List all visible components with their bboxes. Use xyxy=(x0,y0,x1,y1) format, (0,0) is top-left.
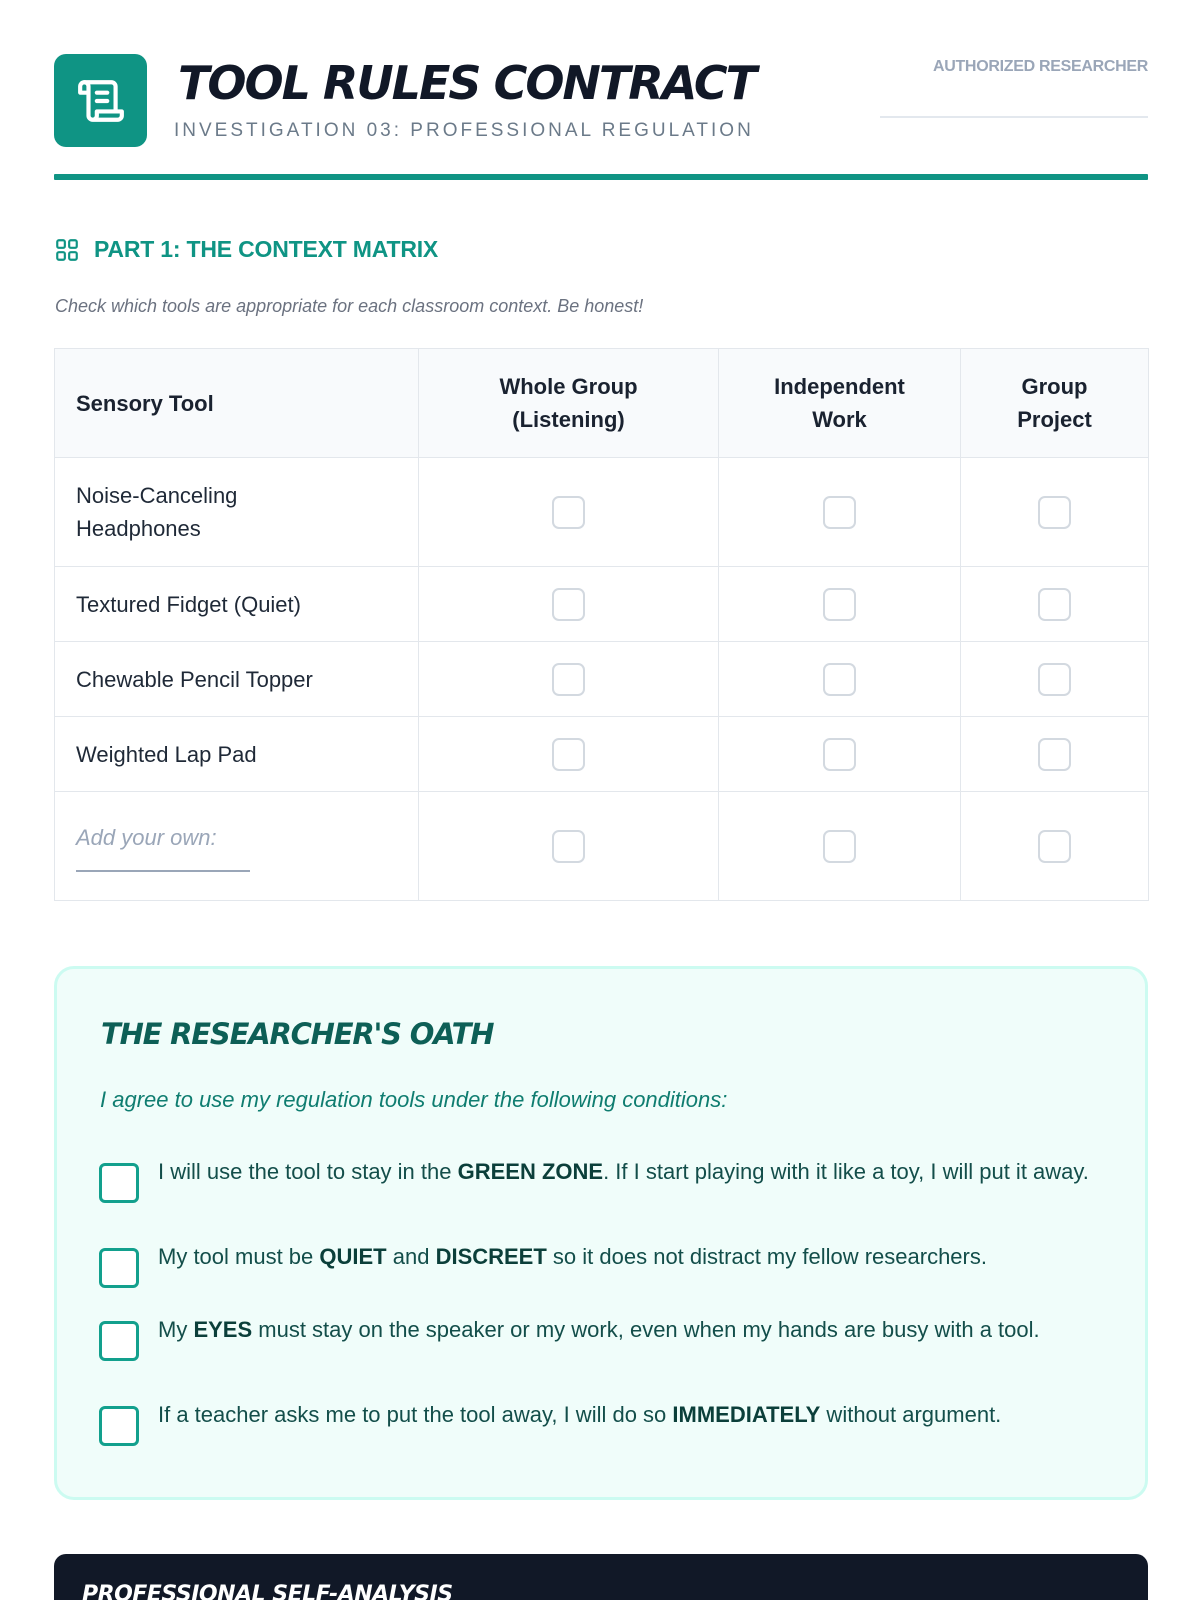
checkbox-whole-group[interactable] xyxy=(552,830,585,863)
oath-checkbox[interactable] xyxy=(99,1321,139,1361)
oath-emphasis: QUIET xyxy=(319,1244,387,1269)
checkbox-whole-group[interactable] xyxy=(552,588,585,621)
page-title: TOOL RULES CONTRACT xyxy=(178,56,756,110)
checkbox-independent-work[interactable] xyxy=(823,496,856,529)
oath-item xyxy=(99,1157,1109,1203)
column-header xyxy=(961,349,1149,458)
oath-text-part: If a teacher asks me to put the tool away, I will do so xyxy=(158,1402,673,1427)
oath-text-part: . If I start playing with it like a toy, I will put it away. xyxy=(603,1159,1089,1184)
add-own-label: Add your own: xyxy=(76,824,217,850)
logo xyxy=(54,54,147,147)
table-row xyxy=(55,642,1149,717)
table-row xyxy=(55,458,1149,567)
context-matrix xyxy=(54,348,1149,901)
table-row xyxy=(55,567,1149,642)
column-header xyxy=(419,349,719,458)
checkbox-independent-work[interactable] xyxy=(823,588,856,621)
oath-item-text xyxy=(158,1315,1040,1361)
oath-intro: I agree to use my regulation tools under the following conditions: xyxy=(100,1087,728,1112)
oath-text-part: My xyxy=(158,1317,194,1342)
oath-checkbox[interactable] xyxy=(99,1248,139,1288)
checkbox-group-project[interactable] xyxy=(1038,830,1071,863)
column-header-label: Whole Group (Listening) xyxy=(499,374,638,432)
part1-instructions: Check which tools are appropriate for each classroom context. Be honest! xyxy=(55,296,644,316)
column-header-label: Group Project xyxy=(1017,374,1092,432)
oath-text-part: without argument. xyxy=(820,1402,1002,1427)
tool-name: Weighted Lap Pad xyxy=(55,717,419,792)
page-header xyxy=(54,54,1148,180)
researchers-oath xyxy=(54,966,1148,1500)
oath-text-part: so it does not distract my fellow researchers. xyxy=(546,1244,987,1269)
checkbox-group-project[interactable] xyxy=(1038,588,1071,621)
oath-emphasis: DISCREET xyxy=(435,1244,547,1269)
checkbox-group-project[interactable] xyxy=(1038,496,1071,529)
checkbox-independent-work[interactable] xyxy=(823,738,856,771)
oath-text-part: and xyxy=(386,1244,436,1269)
oath-text-part: I will use the tool to stay in the xyxy=(158,1159,458,1184)
oath-item-text xyxy=(158,1400,1001,1446)
checkbox-independent-work[interactable] xyxy=(823,663,856,696)
checkbox-whole-group[interactable] xyxy=(552,738,585,771)
checkbox-whole-group[interactable] xyxy=(552,496,585,529)
column-header: Sensory Tool xyxy=(55,349,419,458)
matrix-header-row xyxy=(55,349,1149,458)
column-header-label: Independent Work xyxy=(774,374,905,432)
oath-item xyxy=(99,1400,1109,1446)
oath-emphasis: GREEN ZONE xyxy=(457,1159,604,1184)
oath-item xyxy=(99,1315,1109,1361)
grid-icon xyxy=(54,237,80,263)
page-subtitle: INVESTIGATION 03: PROFESSIONAL REGULATION xyxy=(174,120,754,141)
oath-checkbox[interactable] xyxy=(99,1406,139,1446)
add-own-line[interactable] xyxy=(76,870,250,872)
researcher-name-line[interactable] xyxy=(880,116,1148,118)
oath-text-part: My tool must be xyxy=(158,1244,320,1269)
researcher-label: AUTHORIZED RESEARCHER xyxy=(932,58,1148,75)
scroll-icon xyxy=(76,76,126,126)
oath-text-part: must stay on the speaker or my work, even when my hands are busy with a tool. xyxy=(252,1317,1040,1342)
checkbox-independent-work[interactable] xyxy=(823,830,856,863)
checkbox-group-project[interactable] xyxy=(1038,738,1071,771)
tool-name: Chewable Pencil Topper xyxy=(55,642,419,717)
checkbox-group-project[interactable] xyxy=(1038,663,1071,696)
oath-emphasis: EYES xyxy=(193,1317,253,1342)
self-analysis-title: PROFESSIONAL SELF-ANALYSIS xyxy=(82,1582,453,1600)
part1-title: PART 1: THE CONTEXT MATRIX xyxy=(94,236,439,262)
tool-name: Textured Fidget (Quiet) xyxy=(55,567,419,642)
tool-name-label: Noise-Canceling Headphones xyxy=(76,483,238,541)
part1-heading xyxy=(54,236,438,263)
oath-emphasis: IMMEDIATELY xyxy=(672,1402,821,1427)
add-own-cell xyxy=(55,792,419,901)
checkbox-whole-group[interactable] xyxy=(552,663,585,696)
table-row xyxy=(55,792,1149,901)
header-divider xyxy=(54,174,1148,180)
oath-title: THE RESEARCHER'S OATH xyxy=(101,1017,494,1051)
oath-item xyxy=(99,1242,1109,1288)
oath-item-text xyxy=(158,1157,1089,1203)
tool-name xyxy=(55,458,419,567)
oath-checkbox[interactable] xyxy=(99,1163,139,1203)
self-analysis-section xyxy=(54,1554,1148,1600)
oath-item-text xyxy=(158,1242,987,1288)
table-row xyxy=(55,717,1149,792)
column-header xyxy=(719,349,961,458)
